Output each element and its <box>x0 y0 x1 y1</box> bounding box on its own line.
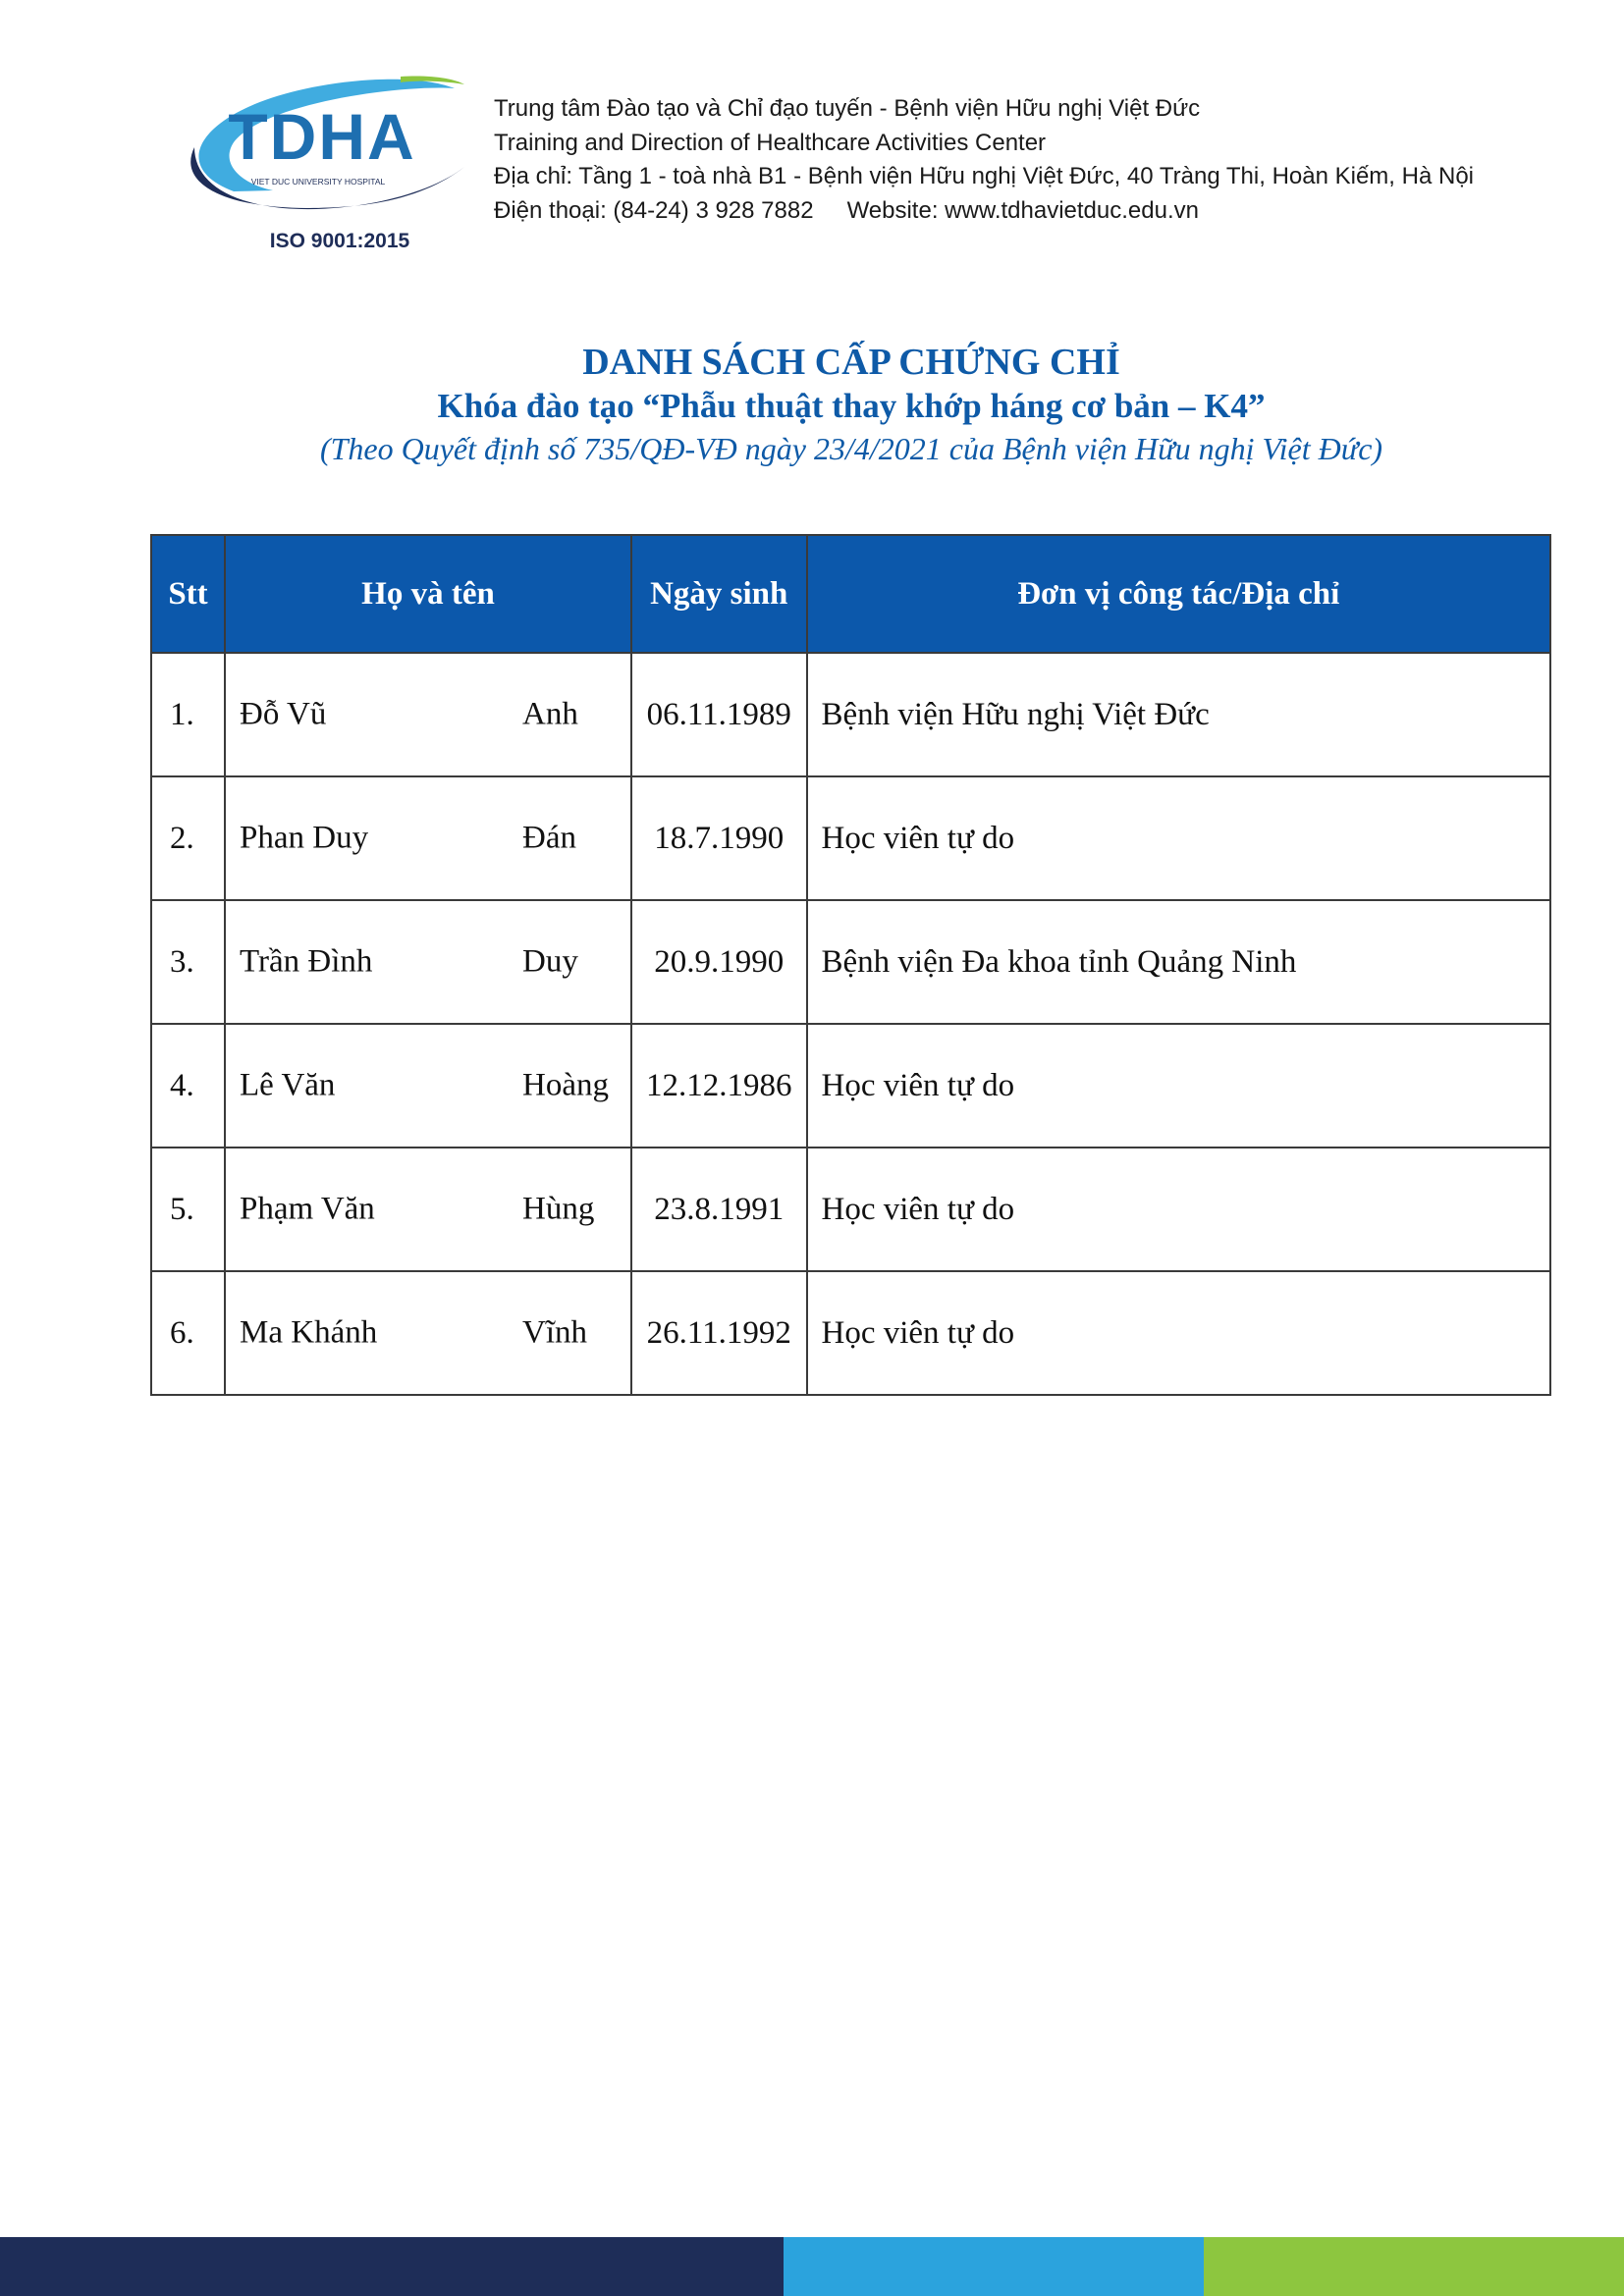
header-unit: Đơn vị công tác/Địa chỉ <box>807 535 1551 653</box>
header-stt: Stt <box>151 535 225 653</box>
footer-segment-green <box>1204 2237 1624 2296</box>
website: Website: www.tdhavietduc.edu.vn <box>846 196 1199 224</box>
phone: Điện thoại: (84-24) 3 928 7882 <box>494 196 814 224</box>
logo-tagline: VIET DUC UNIVERSITY HOSPITAL <box>250 177 386 187</box>
table-row <box>151 900 1550 1024</box>
org-name-en: Training and Direction of Healthcare Activities Center <box>494 129 1047 156</box>
tdha-logo <box>175 69 469 255</box>
table-row <box>151 1148 1550 1271</box>
surname: Lê Văn <box>240 1067 336 1103</box>
footer-color-bar <box>0 2237 1624 2296</box>
contact-line <box>494 194 1474 229</box>
logo-wordmark: TDHA <box>228 100 416 173</box>
cell-unit: Học viên tự do <box>807 776 1551 900</box>
cell-stt: 1. <box>151 653 225 776</box>
given-name: Duy <box>522 943 578 980</box>
cell-dob: 26.11.1992 <box>631 1271 807 1395</box>
cell-unit: Bệnh viện Hữu nghị Việt Đức <box>807 653 1551 776</box>
iso-label: ISO 9001:2015 <box>269 230 410 252</box>
surname: Đỗ Vũ <box>240 696 327 732</box>
cell-stt: 5. <box>151 1148 225 1271</box>
table-row <box>151 776 1550 900</box>
cell-name <box>225 900 631 1024</box>
cell-name <box>225 1271 631 1395</box>
decision-note: (Theo Quyết định số 735/QĐ-VĐ ngày 23/4/2021 của Bệnh viện Hữu nghị Việt Đức) <box>319 431 1383 466</box>
certificate-table <box>150 534 1551 1396</box>
given-name: Hùng <box>522 1191 595 1227</box>
table-row <box>151 1024 1550 1148</box>
table-row <box>151 1271 1550 1395</box>
surname: Phan Duy <box>240 820 369 856</box>
cell-stt: 2. <box>151 776 225 900</box>
given-name: Đán <box>522 820 576 856</box>
course-title: Khóa đào tạo “Phẫu thuật thay khớp háng cơ bản – K4” <box>437 387 1266 425</box>
header-dob: Ngày sinh <box>631 535 807 653</box>
org-name-vi: Trung tâm Đào tạo và Chỉ đạo tuyến - Bệnh viện Hữu nghị Việt Đức <box>494 95 1201 122</box>
cell-name <box>225 1148 631 1271</box>
cell-stt: 3. <box>151 900 225 1024</box>
surname: Phạm Văn <box>240 1191 375 1227</box>
cell-unit: Bệnh viện Đa khoa tỉnh Quảng Ninh <box>807 900 1551 1024</box>
header-info <box>494 92 1474 228</box>
cell-name <box>225 1024 631 1148</box>
cell-dob: 12.12.1986 <box>631 1024 807 1148</box>
cell-dob: 20.9.1990 <box>631 900 807 1024</box>
cell-dob: 23.8.1991 <box>631 1148 807 1271</box>
footer-segment-cyan <box>784 2237 1204 2296</box>
table-header-row <box>151 535 1550 653</box>
title-block <box>0 340 1624 469</box>
cell-dob: 18.7.1990 <box>631 776 807 900</box>
cell-unit: Học viên tự do <box>807 1148 1551 1271</box>
given-name: Anh <box>522 696 578 732</box>
cell-name <box>225 776 631 900</box>
address: Địa chỉ: Tầng 1 - toà nhà B1 - Bệnh viện Hữu nghị Việt Đức, 40 Tràng Thi, Hoàn Kiếm, Hà Nội <box>494 163 1474 189</box>
surname: Ma Khánh <box>240 1314 378 1351</box>
cell-stt: 4. <box>151 1024 225 1148</box>
surname: Trần Đình <box>240 943 373 980</box>
footer-segment-navy <box>0 2237 784 2296</box>
cell-unit: Học viên tự do <box>807 1271 1551 1395</box>
table-row <box>151 653 1550 776</box>
header-name: Họ và tên <box>225 535 631 653</box>
cell-unit: Học viên tự do <box>807 1024 1551 1148</box>
document-title: DANH SÁCH CẤP CHỨNG CHỈ <box>582 342 1120 383</box>
given-name: Vĩnh <box>522 1314 587 1351</box>
cell-dob: 06.11.1989 <box>631 653 807 776</box>
cell-name <box>225 653 631 776</box>
given-name: Hoàng <box>522 1067 609 1103</box>
cell-stt: 6. <box>151 1271 225 1395</box>
